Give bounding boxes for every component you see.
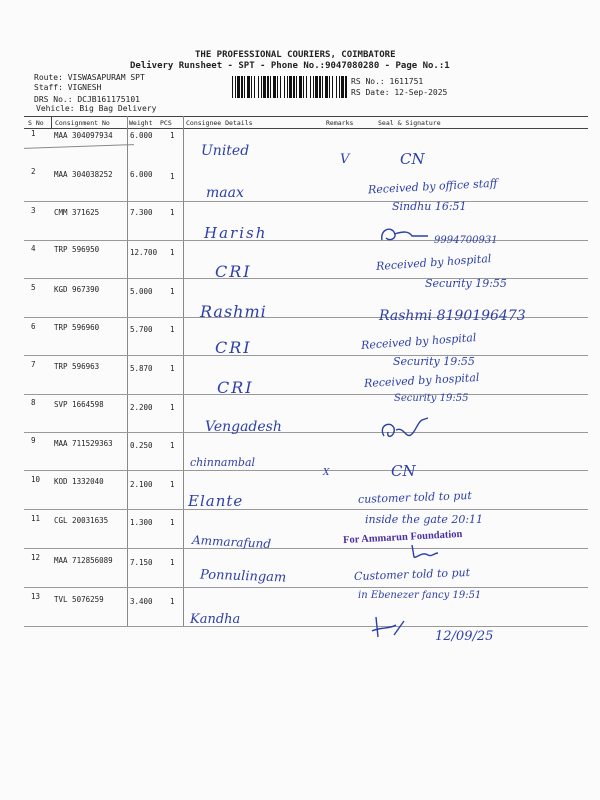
row-consignment: MAA 712856089	[54, 556, 113, 565]
row-sno: 8	[31, 398, 36, 407]
handwritten-remark: V	[340, 152, 350, 167]
row-weight: 7.300	[130, 208, 153, 217]
row-consignment: KOD 1332040	[54, 477, 104, 486]
row-sno: 6	[31, 322, 36, 331]
handwritten-consignee: chinnambal	[190, 456, 256, 469]
staff-label: Staff: VIGNESH	[34, 83, 102, 92]
row-divider	[24, 240, 588, 241]
signature-scribble	[406, 541, 440, 561]
row-sno: 3	[31, 206, 36, 215]
handwritten-consignee: maax	[206, 185, 244, 201]
barcode	[232, 76, 348, 98]
rs-date: RS Date: 12-Sep-2025	[351, 88, 448, 97]
row-sno: 7	[31, 360, 36, 369]
row-pcs: 1	[170, 364, 175, 373]
handwritten-seal: Security 19:55	[393, 355, 475, 368]
row-weight: 3.400	[130, 597, 153, 606]
handwritten-consignee: Kandha	[190, 612, 241, 627]
handwritten-seal: Received by office staff	[367, 176, 498, 197]
row-pcs: 1	[170, 208, 175, 217]
handwritten-consignee: Ponnulingam	[199, 567, 287, 586]
handwritten-consignee: Elante	[188, 492, 244, 510]
column-header-seal: Seal & Signature	[378, 119, 441, 127]
handwritten-consignee: CRI	[215, 262, 252, 281]
row-divider	[24, 626, 588, 627]
row-sno: 2	[31, 167, 36, 176]
row-weight: 5.000	[130, 287, 153, 296]
column-header-consignee: Consignee Details	[186, 119, 253, 127]
row-weight: 2.100	[130, 480, 153, 489]
row-pcs: 1	[170, 248, 175, 257]
row-divider	[24, 394, 588, 395]
handwritten-consignee: CRI	[215, 338, 252, 357]
row-sno: 10	[31, 475, 41, 484]
row-pcs: 1	[170, 403, 175, 412]
row-consignment: CGL 20031635	[54, 516, 109, 525]
row-consignment: TRP 596963	[54, 362, 100, 371]
row-sno: 5	[31, 283, 36, 292]
row-weight: 7.150	[130, 558, 153, 567]
row-pcs: 1	[170, 287, 175, 296]
row-sno: 12	[31, 553, 41, 562]
handwritten-seal: customer told to put	[357, 489, 473, 506]
row-consignment: TRP 596950	[54, 245, 100, 254]
row-weight: 5.700	[130, 325, 153, 334]
runsheet-title: Delivery Runsheet - SPT - Phone No.:9047080280 - Page No.:1	[130, 61, 450, 71]
row-pcs: 1	[170, 480, 175, 489]
handwritten-remark: X	[323, 468, 330, 478]
rs-number: RS No.: 1611751	[351, 77, 424, 86]
row-weight: 12.700	[130, 248, 158, 257]
handwritten-consignee: Vengadesh	[205, 419, 282, 435]
column-header-sno: S No	[28, 119, 44, 127]
table-header-rule	[24, 128, 588, 129]
row-pcs: 1	[170, 441, 175, 450]
handwritten-seal: inside the gate 20:11	[365, 513, 484, 526]
row-weight: 5.870	[130, 364, 153, 373]
row-consignment: TVL 5076259	[54, 595, 104, 604]
row-sno: 13	[31, 592, 41, 601]
row-consignment: KGD 967390	[54, 285, 100, 294]
row-divider	[24, 432, 588, 433]
row-divider	[24, 201, 588, 202]
row-consignment: MAA 304038252	[54, 170, 113, 179]
row-sno: 9	[31, 436, 36, 445]
row-consignment: TRP 596960	[54, 323, 100, 332]
handwritten-consignee: CRI	[217, 378, 254, 397]
row-weight: 2.200	[130, 403, 153, 412]
row-divider	[24, 548, 588, 549]
signature-scribble	[370, 613, 430, 641]
column-header-pcs: PCS	[160, 119, 172, 127]
row-pcs: 1	[170, 518, 175, 527]
row-consignment: MAA 711529363	[54, 439, 113, 448]
row-weight: 0.250	[130, 441, 153, 450]
drs-number: DRS No.: DCJB161175101	[34, 95, 140, 104]
row-divider	[24, 355, 588, 356]
handwritten-seal: CN	[391, 462, 416, 480]
handwritten-seal: 9994700931	[434, 235, 498, 246]
row-consignment: SVP 1664598	[54, 400, 104, 409]
handwritten-seal: 12/09/25	[435, 629, 494, 644]
company-name: THE PROFESSIONAL COURIERS, COIMBATORE	[195, 50, 396, 60]
row-divider	[24, 587, 588, 588]
row-pcs: 1	[170, 131, 175, 140]
handwritten-seal: CN	[400, 150, 425, 168]
column-divider	[51, 116, 52, 128]
handwritten-consignee: Ammarafund	[191, 532, 272, 552]
handwritten-consignee: United	[201, 143, 250, 159]
handwritten-seal: Security 19:55	[425, 277, 507, 290]
handwritten-consignee: Rashmi	[200, 302, 267, 321]
column-header-consignment: Consignment No	[55, 119, 110, 127]
row-consignment: MAA 304097934	[54, 131, 113, 140]
handwritten-consignee: Harish	[204, 224, 268, 242]
row-pcs: 1	[170, 558, 175, 567]
handwritten-seal: Received by hospital	[363, 370, 480, 391]
row-pcs: 1	[170, 172, 175, 181]
row-sno: 4	[31, 244, 36, 253]
route-label: Route: VISWASAPURAM SPT	[34, 73, 145, 82]
row-pcs: 1	[170, 597, 175, 606]
row-consignment: CMM 371625	[54, 208, 100, 217]
company-stamp: For Ammarun Foundation	[342, 528, 463, 547]
row-weight: 6.000	[130, 131, 153, 140]
row-weight: 1.300	[130, 518, 153, 527]
handwritten-seal: in Ebenezer fancy 19:51	[358, 590, 482, 601]
handwritten-seal: Security 19:55	[394, 393, 469, 404]
row-divider	[24, 144, 134, 149]
row-pcs: 1	[170, 325, 175, 334]
row-sno: 1	[31, 129, 36, 138]
row-divider	[24, 509, 588, 510]
row-weight: 6.000	[130, 170, 153, 179]
handwritten-seal: Rashmi 8190196473	[379, 308, 526, 324]
handwritten-seal: Sindhu 16:51	[392, 200, 467, 213]
column-divider	[127, 116, 128, 626]
handwritten-seal: Received by hospital	[360, 330, 477, 353]
row-sno: 11	[31, 514, 41, 523]
handwritten-seal: Customer told to put	[353, 565, 471, 584]
column-divider	[183, 116, 184, 626]
vehicle-label: Vehicle: Big Bag Delivery	[36, 104, 157, 113]
table-top-rule	[24, 116, 588, 117]
row-divider	[24, 470, 588, 471]
signature-scribble	[376, 416, 438, 446]
handwritten-seal: Received by hospital	[375, 251, 492, 274]
column-header-weight: Weight	[129, 119, 153, 127]
signature-scribble	[378, 224, 434, 246]
column-header-remarks: Remarks	[326, 119, 354, 127]
